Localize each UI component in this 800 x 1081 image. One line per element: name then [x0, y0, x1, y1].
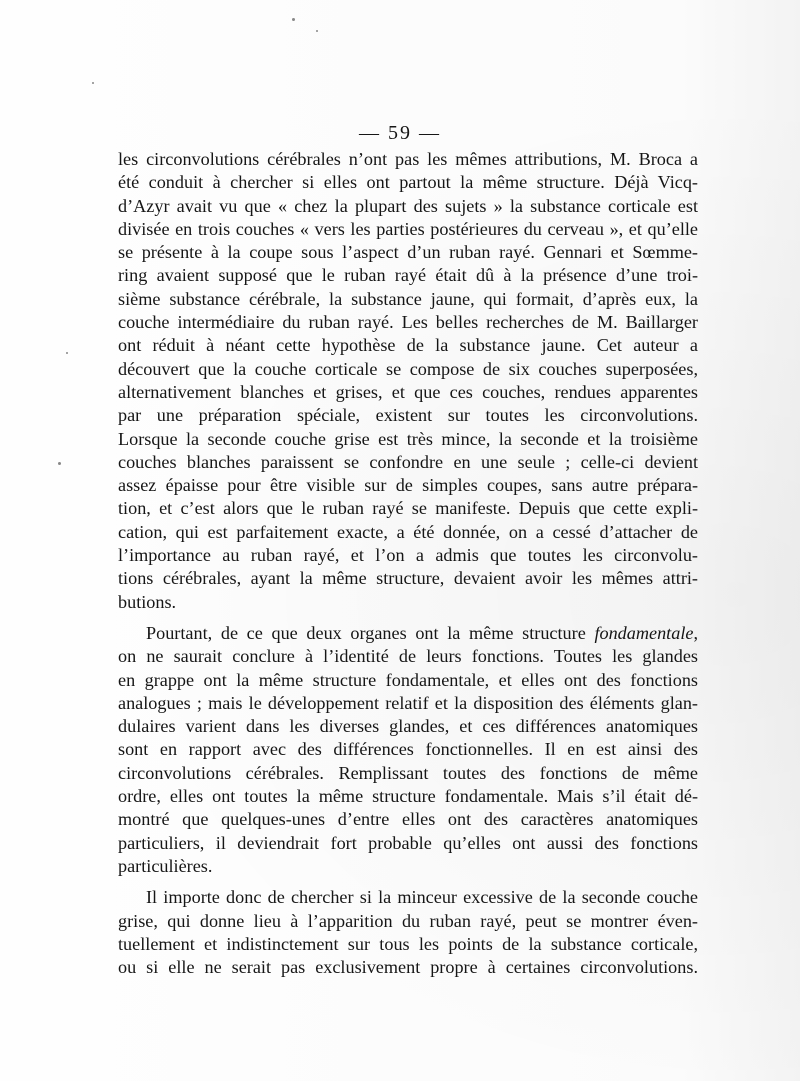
- page-body-text: [118, 148, 698, 979]
- text-line: sont en rapport avec des différences fonctionnelles. Il en est ainsi des: [118, 739, 698, 760]
- text-line: couche intermédiaire du ruban rayé. Les belles recherches de M. Baillarger: [118, 312, 698, 333]
- print-speck: [58, 462, 61, 465]
- paragraph: [118, 622, 698, 878]
- text-line: en grappe ont la même structure fondamentale, et elles ont des fonctions: [118, 669, 698, 690]
- text-line: par une préparation spéciale, existent sur toutes les circonvolutions.: [118, 405, 698, 426]
- text-line: circonvolutions cérébrales. Remplissant toutes des fonctions de même: [118, 762, 698, 783]
- text-line: ont réduit à néant cette hypothèse de la substance jaune. Cet auteur a: [118, 335, 698, 356]
- text-line: particuliers, il deviendrait fort probable qu’elles ont aussi des fonctions: [118, 832, 698, 853]
- page-number: — 59 —: [359, 122, 441, 144]
- text-line: été conduit à chercher si elles ont partout la même structure. Déjà Vicq-: [118, 172, 698, 193]
- text-line: dulaires varient dans les diverses glandes, et ces différences anatomiques: [118, 716, 698, 737]
- print-speck: [292, 18, 295, 21]
- text-line: butions.: [118, 591, 177, 612]
- paragraph: [118, 148, 698, 614]
- text-line: découvert que la couche corticale se compose de six couches superposées,: [118, 358, 698, 379]
- text-line: on ne saurait conclure à l’identité de leurs fonctions. Toutes les glandes: [118, 646, 698, 667]
- text-line: sième substance cérébrale, la substance jaune, qui formait, d’après eux, la: [118, 288, 698, 309]
- paragraph: [118, 886, 698, 979]
- print-speck: [66, 352, 68, 354]
- text-line: l’importance au ruban rayé, et l’on a admis que toutes les circonvolu-: [118, 545, 698, 566]
- text-line: ou si elle ne serait pas exclusivement propre à certaines circonvolutions.: [118, 957, 698, 978]
- text-line: divisée en trois couches « vers les parties postérieures du cerveau », et qu’elle: [118, 218, 698, 239]
- text-line: ordre, elles ont toutes la même structure fondamentale. Mais s’il était dé-: [118, 786, 698, 807]
- text-line: montré que quelques-unes d’entre elles ont des caractères anatomiques: [118, 809, 698, 830]
- text-line: Il importe donc de chercher si la minceur excessive de la seconde couche: [146, 887, 698, 908]
- text-line: les circonvolutions cérébrales n’ont pas les mêmes attributions, M. Broca a: [118, 149, 698, 169]
- text-line: assez épaisse pour être visible sur de simples coupes, sans autre prépara-: [118, 475, 698, 496]
- text-line: ring avaient supposé que le ruban rayé était dû à la présence d’une troi-: [118, 265, 698, 286]
- italic-word: fondamentale: [594, 622, 694, 643]
- paragraph-gap: [118, 614, 698, 622]
- text-line: tuellement et indistinctement sur tous les points de la substance corticale,: [118, 933, 698, 954]
- text-line: tions cérébrales, ayant la même structure, devaient avoir les mêmes attri-: [118, 568, 698, 589]
- text-line: se présente à la coupe sous l’aspect d’un ruban rayé. Gennari et Sœmme-: [118, 242, 698, 263]
- text-line: couches blanches paraissent se confondre en une seule ; celle-ci devient: [118, 451, 698, 472]
- print-speck: [92, 82, 94, 84]
- text-line: [118, 622, 698, 645]
- print-speck: [316, 30, 318, 32]
- text-line: Lorsque la seconde couche grise est très mince, la seconde et la troisième: [118, 428, 698, 449]
- text-line: tion, et c’est alors que le ruban rayé se manifeste. Depuis que cette expli-: [118, 498, 698, 519]
- text-line: cation, qui est parfaitement exacte, a été donnée, on a cessé d’attacher de: [118, 521, 698, 542]
- text-line: grise, qui donne lieu à l’apparition du ruban rayé, peut se montrer éven-: [118, 910, 698, 931]
- text-line: particulières.: [118, 855, 213, 876]
- text-line-part: Pourtant, de ce que deux organes ont la même structure fondamentale,: [146, 622, 698, 643]
- text-line: d’Azyr avait vu que « chez la plupart des sujets » la substance corticale est: [118, 195, 698, 216]
- paragraph-gap: [118, 878, 698, 886]
- text-line: alternativement blanches et grises, et que ces couches, rendues apparentes: [118, 381, 698, 402]
- text-line: analogues ; mais le développement relatif et la disposition des éléments glan-: [118, 692, 698, 713]
